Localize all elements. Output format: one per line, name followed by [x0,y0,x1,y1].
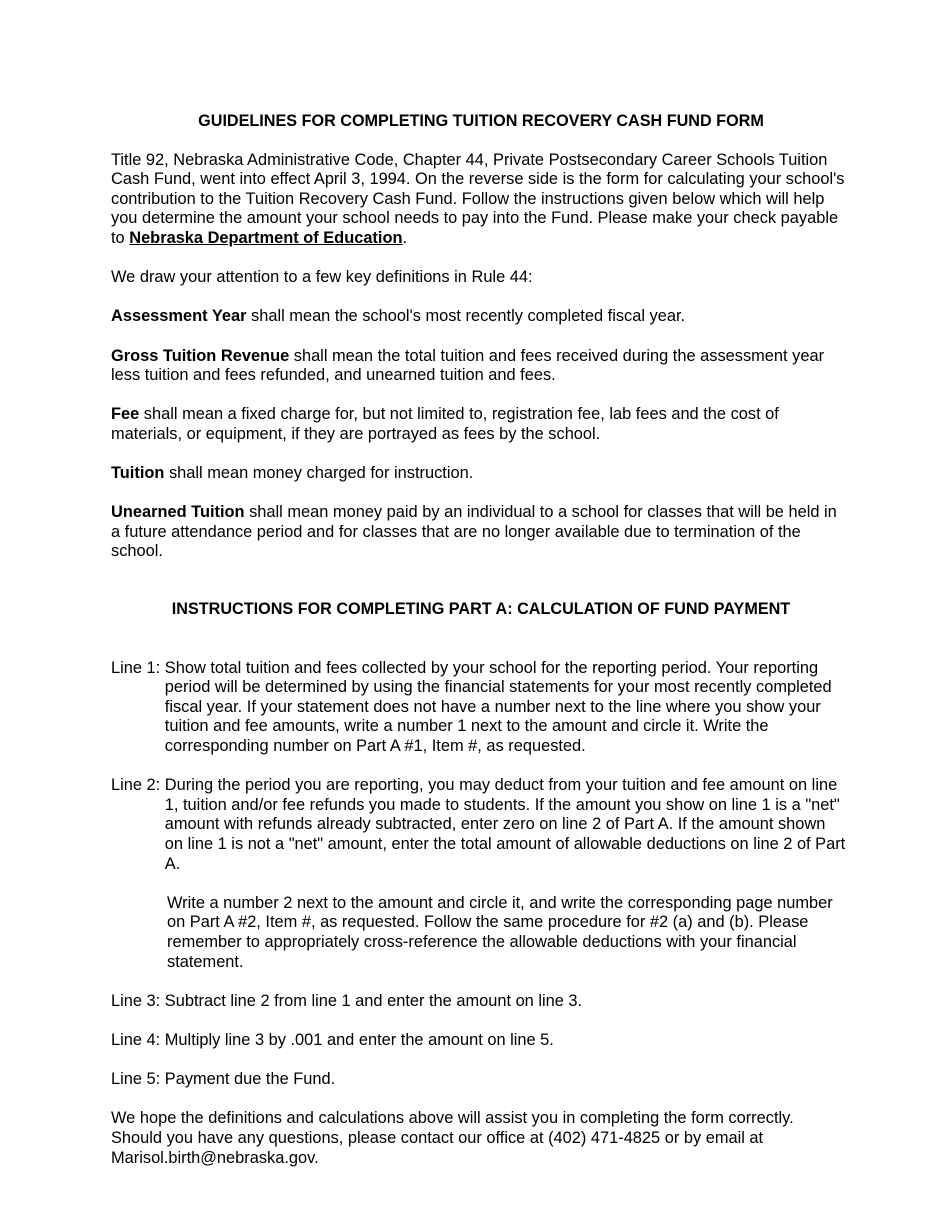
instruction-line-1 [111,659,847,757]
line-label: Line 4: [111,1030,165,1049]
definition-text: shall mean a fixed charge for, but not limited to, registration fee, lab fees and the cost of materials, or equipment, if they are portrayed as fees by the school. [111,405,779,443]
definition-term: Assessment Year [111,307,247,326]
definition-assessment-year [111,307,847,327]
line-label: Line 2: [111,776,165,795]
definition-term: Fee [111,405,140,424]
definition-term: Tuition [111,464,165,483]
line-label: Line 1: [111,658,165,677]
line-text: Show total tuition and fees collected by your school for the reporting period. Your reporting period will be determined by using the financial statements for your most recently completed fiscal year. If your statement does not have a number next to the line where you show your tuition and fee amounts, write a number 1 next to the amount and circle it. Write the corresponding number on Part A #1, Item #, as requested. [164,658,832,756]
definition-fee [111,405,847,444]
definition-unearned-tuition [111,503,847,562]
intro-paragraph [111,151,847,249]
definitions-intro: We draw your attention to a few key definitions in Rule 44: [111,268,533,287]
line-text: Subtract line 2 from line 1 and enter the amount on line 3. [164,991,583,1010]
definition-tuition [111,464,847,484]
instruction-line-3 [111,992,847,1012]
definition-gross-tuition-revenue [111,347,847,386]
intro-text: Title 92, Nebraska Administrative Code, Chapter 44, Private Postsecondary Career Schools Tuition Cash Fund, went into effect April 3, 1994. On the reverse side is the form for calculating your school's contribution to the Tuition Recovery Cash Fund. Follow the instructions given below which will help you determine the amount your school needs to pay into the Fund. Please make your check payable to [111,150,845,247]
closing-paragraph: We hope the definitions and calculations above will assist you in completing the form correctly. Should you have any questions, please contact our office at (402) 471-4825 or by email at Marisol.birth@nebraska.gov. [111,1109,794,1167]
line-label: Line 3: [111,991,165,1010]
instruction-line-4 [111,1031,847,1051]
line-2-note: Write a number 2 next to the amount and circle it, and write the corresponding page number on Part A #2, Item #, as requested. Follow the same procedure for #2 (a) and (b). Please remember to appropriately cross-reference the allowable deductions with your financial statement. [167,893,833,971]
instructions-title: INSTRUCTIONS FOR COMPLETING PART A: CALCULATION OF FUND PAYMENT [171,600,791,619]
instruction-line-5 [111,1070,847,1090]
definition-term: Unearned Tuition [111,503,245,522]
definition-text: shall mean money paid by an individual to a school for classes that will be held in a future attendance period and for classes that are no longer available due to termination of the school. [111,503,837,561]
definition-text: shall mean the total tuition and fees received during the assessment year less tuition and fees refunded, and unearned tuition and fees. [111,346,825,385]
intro-end: . [402,228,408,247]
page-title: GUIDELINES FOR COMPLETING TUITION RECOVERY CASH FUND FORM [198,112,764,130]
definition-term: Gross Tuition Revenue [111,346,290,365]
line-label: Line 5: [111,1070,165,1089]
definition-text: shall mean the school's most recently completed fiscal year. [246,307,686,326]
document-page [111,112,847,1188]
instruction-line-2 [111,776,847,874]
line-text: During the period you are reporting, you may deduct from your tuition and fee amount on line 1, tuition and/or fee refunds you made to students. If the amount you show on line 1 is a "net" amount with refunds already subtracted, enter zero on line 2 of Part A. If the amount shown on line 1 is not a "net" amount, enter the total amount of allowable deductions on line 2 of Part A. [164,776,846,873]
line-text: Multiply line 3 by .001 and enter the amount on line 5. [164,1030,554,1049]
definition-text: shall mean money charged for instruction. [164,464,474,483]
line-text: Payment due the Fund. [164,1070,336,1089]
payee-name: Nebraska Department of Education [129,228,403,247]
